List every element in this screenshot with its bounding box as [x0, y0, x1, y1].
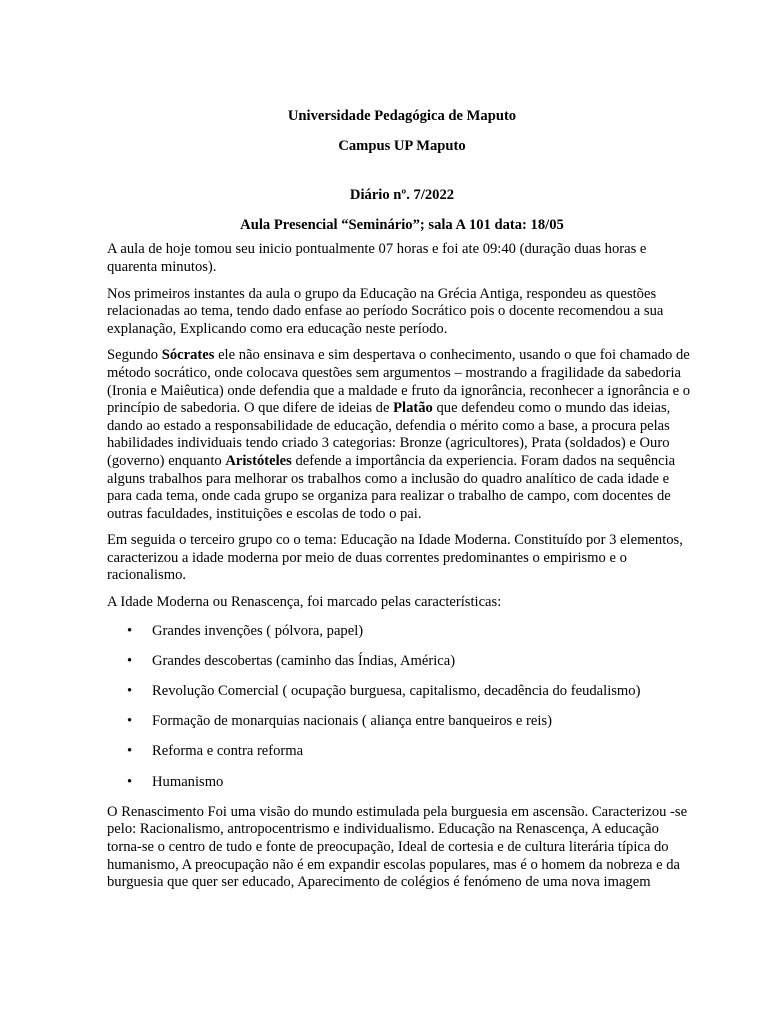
list-item — [107, 653, 697, 671]
text-segment: Segundo — [107, 347, 162, 364]
list-item — [107, 774, 697, 792]
paragraph-renaissance-intro: A Idade Moderna ou Renascença, foi marcado pelas características: — [107, 594, 502, 611]
text-segment: que defendeu como o mundo das ideias, dando ao estado a responsabilidade de educação, defendia o mérito como a base, a procura pelas habilidades individuais tendo criado 3 categorias: Bronze (agricultores), Prata (soldados) e Ouro (governo) enquanto — [107, 400, 671, 469]
bullet-icon: • — [127, 773, 133, 790]
list-item-text: Humanismo — [152, 773, 224, 790]
list-item-text: Grandes descobertas (caminho das Índias, América) — [152, 652, 456, 669]
list-item — [107, 713, 697, 731]
paragraph-greece: Nos primeiros instantes da aula o grupo da Educação na Grécia Antiga, respondeu as questões relacionadas ao tema, tendo dado enfase ao período Socrático pois o docente recomendou a sua explanação, Explicando como era educação neste período. — [107, 285, 664, 337]
paragraph-schedule: A aula de hoje tomou seu inicio pontualmente 07 horas e foi ate 09:40 (duração duas horas e quarenta minutos). — [107, 241, 647, 275]
list-item — [107, 743, 697, 761]
bullet-icon: • — [127, 713, 133, 730]
name-platao: Platão — [393, 400, 433, 417]
list-item-text: Reforma e contra reforma — [152, 743, 304, 760]
list-item-text: Revolução Comercial ( ocupação burguesa, capitalismo, decadência do feudalismo) — [152, 683, 641, 700]
text-segment: ele não ensinava e sim despertava o conhecimento, usando o que foi chamado de método socrático, onde colocava questões sem argumentos – mostrando a fragilidade da sabedoria (Ironia e Maiêutica) onde defendia que a maldade e fruto da ignorância, reconhecer a ignorância e o princípio de sabedoria. O que difere de ideias de — [107, 347, 691, 417]
paragraph-modern-age: Em seguida o terceiro grupo co o tema: Educação na Idade Moderna. Constituído por 3 elementos, caracterizou a idade moderna por meio de duas correntes predominantes o empirismo e o racionalismo. — [107, 532, 683, 584]
university-title: Universidade Pedagógica de Maputo — [287, 108, 517, 124]
bullet-icon: • — [127, 683, 133, 700]
name-socrates: Sócrates — [161, 347, 215, 364]
text-segment: defende a importância da experiencia. Foram dados na sequência alguns trabalhos para melhorar os trabalhos como a inclusão do quadro analítico de cada idade e para cada tema, onde cada grupo se organiza para realizar o trabalho de campo, com docentes de outras faculdades, instituições e escolas de todo o pai. — [107, 452, 676, 522]
paragraph-socrates — [107, 347, 697, 523]
class-info: Aula Presencial “Seminário”; sala A 101 data: 18/05 — [240, 216, 564, 233]
characteristics-list — [107, 623, 697, 792]
document-page — [107, 108, 697, 901]
list-item — [107, 623, 697, 641]
campus-title: Campus UP Maputo — [338, 137, 466, 154]
diary-number: Diário nº. 7/2022 — [349, 187, 455, 204]
bullet-icon: • — [127, 652, 133, 669]
list-item-text: Formação de monarquias nacionais ( aliança entre banqueiros e reis) — [152, 713, 552, 730]
name-aristoteles: Aristóteles — [225, 452, 292, 469]
list-item — [107, 683, 697, 701]
list-item-text: Grandes invenções ( pólvora, papel) — [152, 622, 364, 639]
paragraph-renaissance: O Renascimento Foi uma visão do mundo estimulada pela burguesia em ascensão. Caracterizou -se pelo: Racionalismo, antropocentrismo e individualismo. Educação na Renascença, A educação torna-se o centro de tudo e fonte de preocupação, Ideal de cortesia e de cultura literária típica do humanismo, A preocupação não é em expandir escolas populares, mas é o homem da nobreza e da burguesia que quer ser educado, Aparecimento de colégios é fenómeno de uma nova imagem — [107, 803, 688, 891]
bullet-icon: • — [127, 743, 133, 760]
bullet-icon: • — [127, 622, 133, 639]
